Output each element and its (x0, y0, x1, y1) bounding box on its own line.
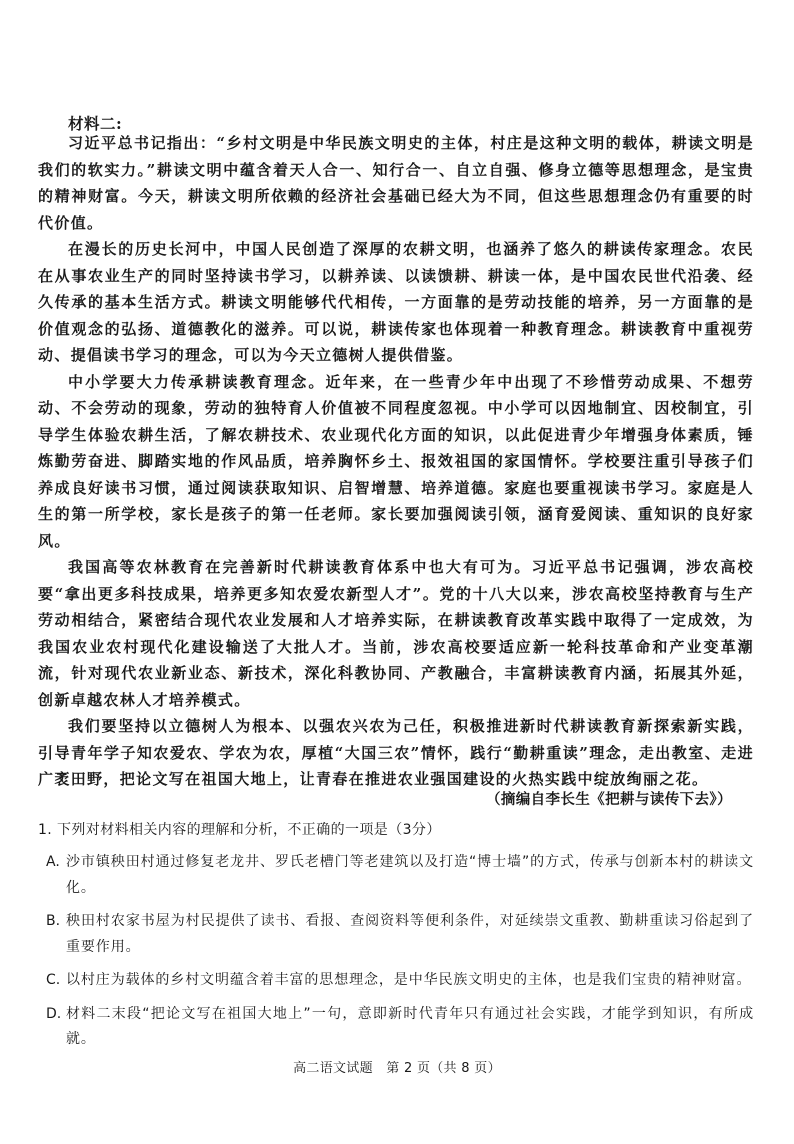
option-a (38, 850, 754, 901)
source-citation: （摘编自李长生《把耕与读传下去》） (485, 791, 732, 808)
section-title: 材料二: (68, 114, 123, 133)
question-1 (38, 818, 754, 1053)
option-b-key: B. (46, 913, 61, 929)
paragraph-2: 在漫长的历史长河中，中国人民创造了深厚的农耕文明，也涵养了悠久的耕读传家理念。农民在从事农业生产的同时坚持读书学习，以耕养读、以读馈耕、耕读一体，是中国农民世代沿袭、经久传承的基本生活方式。耕读文明能够代代相传，一方面靠的是劳动技能的培养，另一方面靠的是价值观念的弘扬、道德教化的滋养。可以说，耕读传家也体现着一种教育理念。耕读教育中重视劳动、提倡读书学习的理念，可以为今天立德树人提供借鉴。 (38, 240, 754, 364)
option-a-key: A. (46, 854, 60, 870)
option-c (38, 968, 754, 994)
paragraph-5: 我们要坚持以立德树人为根本、以强农兴农为己任，积极推进新时代耕读教育新探索新实践，引导青年学子知农爱农、学农为农，厚植“大国三农”情怀，践行“勤耕重读”理念，走出教室、走进广袤田野，把论文写在祖国大地上，让青春在推进农业强国建设的火热实践中绽放绚丽之花。 (38, 717, 754, 788)
page-footer: 高二语文试题 第 2 页（共 8 页） (293, 1061, 501, 1076)
option-d-text: 材料二末段“把论文写在祖国大地上”一句，意即新时代青年只有通过社会实践，才能学到知识，有所成就。 (66, 1005, 754, 1047)
option-c-text: 以村庄为载体的乡村文明蕴含着丰富的思想理念，是中华民族文明史的主体，也是我们宝贵的精神财富。 (66, 972, 752, 988)
paragraph-1: 习近平总书记指出：“乡村文明是中华民族文明史的主体，村庄是这种文明的载体，耕读文明是我们的软实力。”耕读文明中蕴含着天人合一、知行合一、自立自强、修身立德等思想理念，是宝贵的精神财富。今天，耕读文明所依赖的经济社会基础已经大为不同，但这些思想理念仍有重要的时代价值。 (38, 134, 754, 232)
option-d (38, 1002, 754, 1053)
option-d-key: D. (46, 1005, 62, 1022)
option-c-key: C. (46, 972, 61, 988)
option-b-text: 秧田村农家书屋为村民提供了读书、看报、查阅资料等便利条件，对延续崇文重教、勤耕重读习俗起到了重要作用。 (66, 913, 754, 955)
question-stem: 1. 下列对材料相关内容的理解和分析，不正确的一项是（3分） (38, 822, 441, 838)
option-b (38, 909, 754, 960)
paragraph-4: 我国高等农林教育在完善新时代耕读教育体系中也大有可为。习近平总书记强调，涉农高校要“拿出更多科技成果，培养更多知农爱农新型人才”。党的十八大以来，涉农高校坚持教育与生产劳动相结合，紧密结合现代农业发展和人才培养实际，在耕读教育改革实践中取得了一定成效，为我国农业农村现代化建设输送了大批人才。当前，涉农高校要适应新一轮科技革命和产业变革潮流，针对现代农业新业态、新技术，深化科教协同、产教融合，丰富耕读教育内涵，拓展其外延，创新卓越农林人才培养模式。 (38, 558, 754, 709)
material-two-body (38, 130, 754, 793)
option-a-text: 沙市镇秧田村通过修复老龙井、罗氏老槽门等老建筑以及打造“博士墙”的方式，传承与创新本村的耕读文化。 (66, 854, 754, 896)
paragraph-3: 中小学要大力传承耕读教育理念。近年来，在一些青少年中出现了不珍惜劳动成果、不想劳动、不会劳动的现象，劳动的独特育人价值被不同程度忽视。中小学可以因地制宜、因校制宜，引导学生体验农耕生活，了解农耕技术、农业现代化方面的知识，以此促进青少年增强身体素质，锤炼勤劳奋进、脚踏实地的作风品质，培养胸怀乡土、报效祖国的家国情怀。学校要注重引导孩子们养成良好读书习惯，通过阅读获取知识、启智增慧、培养道德。家庭也要重视读书学习。家庭是人生的第一所学校，家长是孩子的第一任老师。家长要加强阅读引领，涵育爱阅读、重知识的良好家风。 (38, 372, 754, 550)
